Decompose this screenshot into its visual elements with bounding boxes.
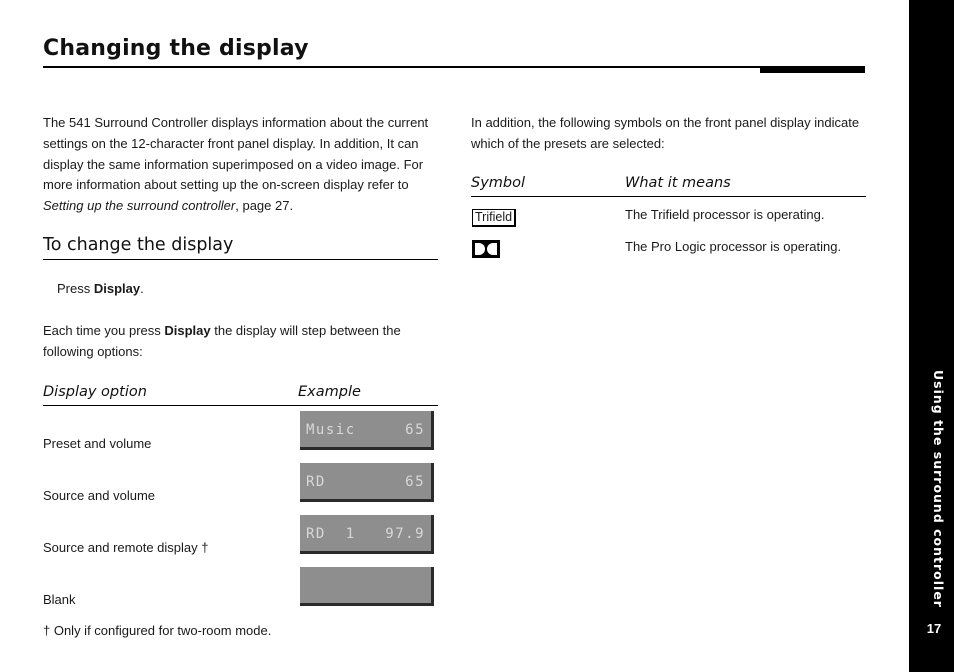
table-header-example: Example [298,384,361,400]
section-rule [43,259,438,260]
section-heading: To change the display [43,235,234,255]
lcd-left-text: Music [306,422,356,438]
trifield-symbol: Trifield [472,209,516,227]
step-suffix: . [140,281,144,296]
table-rule [43,405,438,406]
table-row-option: Source and volume [43,488,156,503]
lcd-display [300,515,434,554]
symbol-meaning: The Trifield processor is operating. [625,207,825,222]
intro-reference: Setting up the surround controller [43,198,236,214]
title-accent-bar [760,66,865,73]
title-rule [43,66,865,68]
step-instruction [57,281,144,296]
each-key: Display [164,323,211,338]
symbols-intro: In addition, the following symbols on the front panel display indicate which of the presets are selected: [471,115,860,151]
table-row-option: Preset and volume [43,436,152,451]
footnote: † Only if configured for two-room mode. [43,623,272,638]
symbols-header-meaning: What it means [625,175,731,191]
lcd-display [300,411,434,450]
page-number: 17 [926,621,942,636]
lcd-display [300,463,434,502]
chapter-label: Using the surround controller [931,370,946,608]
intro-page-ref: , page 27. [235,198,294,214]
table-row-option: Blank [43,592,76,607]
dolby-double-d-icon [472,240,500,258]
lcd-left-text: RD [306,474,326,490]
lcd-left-text: RD 1 [306,526,356,542]
page-title: Changing the display [43,36,309,61]
symbols-header-symbol: Symbol [471,175,526,191]
step-key: Display [93,281,141,296]
intro-text: The 541 Surround Controller displays information about the current settings on the 12-character front panel display. In addition, It can display the same information superimposed on a video image. For more information about setting up the on-screen display refer to [43,115,429,193]
table-row-option: Source and remote display † [43,540,209,555]
symbol-meaning: The Pro Logic processor is operating. [625,239,842,254]
each-prefix: Each time you press [43,323,165,338]
lcd-display-blank [300,567,434,606]
each-suffix: the display will step between the following options: [43,323,401,359]
table-header-option: Display option [43,384,147,400]
intro-paragraph [43,113,439,217]
lcd-right-text: 97.9 [385,526,425,542]
step-prefix: Press [57,281,94,296]
lcd-right-text: 65 [405,422,425,438]
lcd-right-text: 65 [405,474,425,490]
symbols-rule [471,196,866,197]
each-time-paragraph [43,321,439,363]
